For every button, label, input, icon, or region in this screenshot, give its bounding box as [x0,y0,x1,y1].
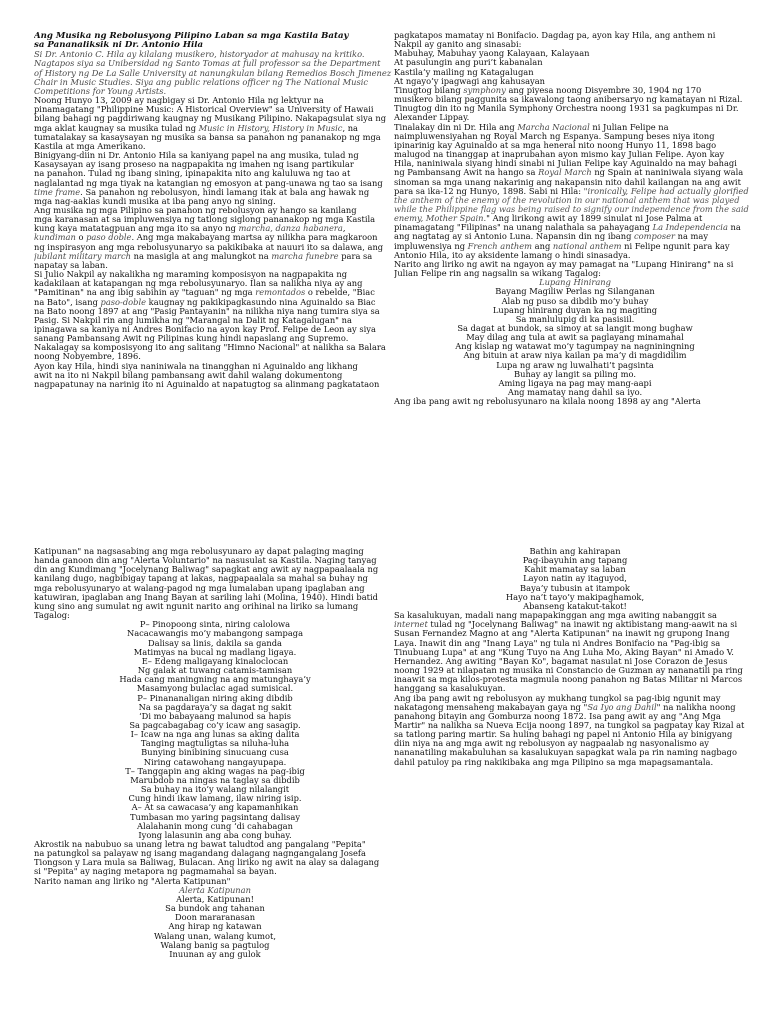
body-text-line: Tinugtog din ito ng Manila Symphony Orchestra noong 1931 sa pagkumpas ni Dr. [394,104,739,114]
lyric-line: Walang unan, walang kumot, [153,931,277,941]
body-text-line: At ngayo’y ipagwagi ang kahusayan [394,76,546,86]
lyric-line: Ang bituin at araw niya kailan pa ma’y di magdidilim [463,351,687,361]
body-text-line: pinamagatang "Filipinas" na unang nalathala sa pahayagang La Independencia na [394,223,741,233]
body-text-line: Kastila at mga Amerikano. [34,141,146,151]
body-text-line: na Bato noong 1897 at ang "Pasig Pantayanin" na nilikha niya nang tumira siya sa [34,306,380,316]
body-text-line: pinamagatang "Philippine Music: A Historical Overview" sa University of Hawaii [34,105,374,115]
lyric-line: Hada cang maningning na ang matunghaya’y [119,675,311,685]
lyric-line: Pag-ibayuhin ang tapang [522,556,628,566]
body-text-line: sanang Pambansang Awit ng Pilipinas kung hindi napaslang ang Supremo. [34,334,349,344]
lyric-line: T– Tanggapin ang aking wagas na pag-ibig [125,766,305,776]
lyric-line: Buhay ay langit sa piling mo. [514,369,636,379]
lyric-line: Sa buhay na ito’y walang nilalangit [140,785,290,795]
body-text-line: Narito naman ang liriko ng "Alerta Katipunan" [34,876,231,886]
body-text-line: Tinalakay din ni Dr. Hila ang Marcha Nacional ni Julian Felipe na [394,122,669,132]
body-text-line: Noong Hunyo 13, 2009 ay nagbigay si Dr. Antonio Hila ng lektyur na [34,96,324,106]
body-text-line: sinoman sa mga unang nakarinig ang nakapansin nito dahil kailangan na ang awit [394,177,741,187]
lyric-line: Alalahanin mong cung ‘di cahabagan [137,821,293,831]
lyric-line: Na sa pagdaraya’y sa dagat ng sakit [138,702,292,712]
lyric-line: Lupa ng araw ng luwalhati’t pagsinta [496,360,654,370]
body-text-line: ang nagtatag ay si Antonio Luna. Napansin din ng ibang composer na may [394,232,709,242]
body-text-line: Nakalagay sa komposisyong ito ang salitang "Himno Nacional" at nalikha sa Balara [34,343,386,353]
body-text-line: Sa kasalukuyan, madali nang mapapakinggan ang mga awiting nabanggit sa [394,611,717,621]
body-text-line: si "Pepita" ay naging metapora ng pagmamahal sa bayan. [34,867,277,877]
lyric-line: Bayang Magiliw Perlas ng Silanganan [495,287,655,297]
column-bottom-left [34,547,396,959]
body-text-line: diin niya na ang mga awit ng rebolusyon ay nagpaalab ng nasyonalismo ay [394,739,709,749]
lyric-line: Aming ligaya na pag may mang-aapi [498,378,652,388]
author-bio-line: Si Dr. Antonio C. Hila ay kilalang musikero, historyador at mahusay na kritiko. [34,50,365,60]
italic-term: paso-doble [100,297,147,307]
lyric-line: I– Icaw na nga ang lunas sa aking dalita [130,730,300,740]
lyric-line: P– Pinopoong sinta, niring calolowa [139,620,291,630]
body-text-line: Nakpil ay ganito ang sinasabi: [394,40,522,50]
body-text-line: Kastila’y mailing ng Katagalugan [394,67,534,77]
italic-term: Sa Iyo ang Dahil [587,702,657,712]
body-text-line: dahil patuloy pa ring nakikibaka ang mga Pilipino sa mga mapagsamantala. [394,757,714,767]
lyric-line: Hayo na’t tayo’y makipaghamok, [505,592,645,602]
body-text-line: mga rebolusyunaryo at walang-pagod ng mga lumalaban upang ipaglaban ang [34,583,365,593]
body-text-line: Ang musika ng mga Pilipino sa panahon ng rebolusyon ay hango sa kanilang [34,205,357,215]
lyric-line: P– Pinananaligan niring aking dibdib [137,693,293,703]
lyric-line: Niring catawohang nangayupapa. [143,757,287,767]
body-text-line: katuwiran, ipaglaban ang Inang Bayan at sariling lahi (Molina, 1940). Hindi batid [34,592,378,602]
body-text-line: noong 1929 at nilapatan ng musika ni Constancio de Guzman ay nananatili pa ring [394,666,743,676]
body-text-line: mga nag-aaklas kundi musika at iba pang anyo ng sining. [34,196,276,206]
body-text-line: din ang Kundimang "Jocelynang Baliwag" sapagkat ang awit ay nagpapaalaala ng [34,565,379,575]
body-text-line: ipinagawa sa kaniya ni Andres Bonifacio na ayon kay Prof. Felipe de Leon ay siya [34,325,376,334]
italic-term: paso doble [86,233,132,243]
author-bio-line: Competitions for Young Artists. [34,86,167,96]
lyric-line: Bathin ang kahirapan [529,547,621,556]
body-text-line: Pasig. Si Nakpil rin ang lumikha ng "Marangal na Dalit ng Katagalugan" na [34,315,352,325]
lyric-line: Ang mamatay nang dahil sa iyo. [507,388,643,398]
body-text-line: inaawit sa mga kilos-protesta magmula noong panahon ng Batas Militar ni Marcos [394,675,743,685]
column-top-right [394,31,756,406]
body-text-line: Kasaysayan ay isang proseso na nagpapakita ng imahen ng isang partikular [34,160,354,170]
body-text-line: na patungkol sa palayaw ng isang magandang dalagang nagngangalang Josefa [34,849,366,859]
lyric-line: Doon mararanasan [174,913,256,923]
body-text-line: Tagalog: [34,611,70,621]
lyric-line: Sa manlulupig di ka pasisiil. [515,314,635,324]
author-bio-line: of History ng De La Salle University at nanungkulan bilang Remedios Bosch Jimenez [34,68,392,78]
lyric-line: Matimyas na bucal ng madlang ligaya. [133,647,297,657]
lyric-line: E– Edeng maligayang kinaloclocan [141,656,289,666]
italic-term: marcha funebre [271,251,339,261]
italic-term: Music in History, History in Music [198,123,343,133]
lyric-line: Lupang hinirang duyan ka ng magiting [492,305,658,315]
lyric-line: Layon natin ay itaguyod, [523,574,627,584]
body-text-line: sa tatlong paring martir. Sa huling bahagi ng papel ni Antonio Hila ay binigyang [394,730,733,740]
lyric-line: Ang kislap ng watawat mo’y tagumpay na nagniningning [455,342,695,352]
body-text-line: Binigyang-diin ni Dr. Antonio Hila sa kaniyang papel na ang musika, tulad ng [34,151,359,161]
body-text-line: tumatalakay sa kasaysayan ng musika sa bansa sa panahon ng pananakop ng mga [34,132,381,142]
body-text-line: Si Julio Nakpil ay nakalikha ng maraming komposisyon na nagpapakita ng [34,270,348,280]
body-text-line: Ayon kay Hila, hindi siya naniniwala na tinangghan ni Aguinaldo ang likhang [34,361,358,371]
body-text-line: Susan Fernandez Magno at ang "Alerta Katipunan" na inawit ng grupong Inang [394,629,730,639]
body-text-line: Mabuhay, Mabuhay yaong Kalayaan, Kalayaan [394,49,590,59]
body-text-line: awit na ito ni Nakpil bilang pambansang awit dahil walang dokumentong [34,370,343,380]
lyric-line: Kahit mamatay sa laban [524,565,626,575]
body-text-line: kung sino ang sumulat ng awit ngunit narito ang orihinal na liriko sa lumang [34,601,359,611]
lyric-line: ‘Di mo babayaang malunod sa hapis [139,711,291,721]
author-bio-line: Chair in Music Studies. Siya ang public relations officer ng The National Music [34,77,369,87]
italic-term: internet [394,620,428,630]
lyric-line: Bunying binibining sinucuang cusa [141,748,289,758]
body-text-line: kung kaya matatagpuan ang mga ito sa anyo ng marcha, danza habanera, [34,224,346,234]
lyric-line: Walang banig sa pagtulog [160,940,270,950]
lyric-line: Ng galak at tuwang catamis-tamisan [137,666,293,676]
body-text-line: Tinubuang Lupa" at ang "Kung Tuyo na Ang Luha Mo, Aking Bayan" ni Amado V. [394,647,734,657]
italic-term: "ironically, Felipe had actually glorified [583,186,749,196]
body-text-line: ng inspirasyon ang mga rebolusyunaryo sa pakikibaka at nauuri ito sa dalawa, ang [34,242,384,252]
body-text-line: nakatagong mensaheng makabayan gaya ng "Sa Iyo ang Dahil" na nalikha noong [394,702,736,712]
body-text-line: napatay sa laban. [34,260,108,270]
lyric-line: May dilag ang tula at awit sa paglayang minamahal [466,333,684,343]
body-text-line: Ang iba pang awit ng rebolusyunaro na kilala noong 1898 ay ang "Alerta [394,397,701,407]
body-text-line: mga karanasan at sa impluwensiya ng tatlong siglong pananakop ng mga Kastila [34,215,376,225]
body-text-line: Tiongson y Lara mula sa Baliwag, Bulacan. Ang liriko ng awit na alay sa dalagang [34,858,380,868]
body-text-line: ng Pambansang Awit na hango sa Royal March ng Spain at naniniwala siyang wala [394,168,744,178]
body-text-line: Ang iba pang awit ng rebolusyon ay mukhang tungkol sa pag-ibig ngunit may [394,693,721,703]
body-text-line: kanilang dugo, nagbibigay tapang at lakas, nagpapaalala sa mahal sa buhay ng [34,574,368,584]
lyric-line: Baya’y tubusin at itampok [520,583,630,593]
column-bottom-right [394,547,756,767]
italic-term: La Independencia [652,223,728,233]
lyric-line: Sa pagcabagabag co’y icaw ang sasagip. [129,720,301,730]
column-top-left [34,32,396,389]
song-title: Lupang Hinirang [539,278,611,288]
body-text-line: Antonio Hila, ito ay aksidente lamang o hindi sinasadya. [394,250,631,260]
body-text-line: Akrostik na nabubuo sa unang letra ng bawat taludtod ang pangalang "Pepita" [34,840,366,849]
italic-term: Marcha Nacional [517,122,590,132]
quote-line: while the Philippine flag was being raised to signify our independence from the said [394,204,749,214]
body-text-line: naimpluwensiyahan ng Royal March ng Espanya. Sampung beses niya itong [394,131,715,141]
body-text-line: impluwensiya ng French anthem ang national anthem ni Felipe ngunit para kay [394,241,730,251]
body-text-line: bilang bahagi ng pagdiriwang kaugnay ng Musikang Pilipino. Nakapagsulat siya ng [34,114,387,124]
author-bio-line: Nagtapos siya sa Unibersidad ng Santo Tomas at full professor sa the Department [34,59,381,69]
article-title-line: sa Pananaliksik ni Dr. Antonio Hila [34,41,204,51]
italic-term: jubilant military march [34,251,131,261]
body-text-line: internet tulad ng "Jocelynang Baliwag" na inawit ng aktibistang mang-aawit na si [394,620,738,630]
body-text-line: Alexander Lippay. [394,113,470,123]
body-text-line: "Pamitinan" na ang ibig sabihin ay "taguan" ng mga remontados o rebelde, "Biac [34,288,375,298]
body-text-line: na panahon. Tulad ng ibang sining, ipinapakita nito ang kaluluwa ng tao at [34,169,351,179]
body-text-line: Katipunan" na nagsasabing ang mga rebolusyunaro ay dapat palaging maging [34,547,364,556]
body-text-line: handa ganoon din ang "Alerta Voluntario" na nasusulat sa Kastila. Naging tanyag [34,556,377,566]
body-text-line: mga aklat kaugnay sa musika tulad ng Music in History, History in Music, na [34,123,359,133]
body-text-line: Martir" na nalikha sa Nueva Ecija noong 1897, na tungkol sa pagpatay kay Rizal at [394,720,745,730]
quote-line: the anthem of the enemy of the revolution in our national anthem that was played [394,195,740,205]
italic-term: Royal March [538,168,592,178]
body-text-line: nananatiling makabuluhan sa kasalukuyan sapagkat wala pa rin naming nagbago [394,748,737,758]
song-title: Alerta Katipunan [179,885,251,895]
body-text-line: jubilant military march na masigla at ang malungkot na marcha funebre para sa [34,251,373,261]
italic-term: marcha, danza habanera [238,224,343,234]
body-text-line: Hila, naniniwala siyang hindi sinabi ni Julian Felipe kay Aguinaldo na may bahagi [394,159,737,169]
body-text-line: ipinarinig kay Aguinaldo at sa mga heneral nito noong Hunyo 11, 1898 bago [394,140,717,150]
lyric-line: Tanging magtuligtas sa niluha-luha [140,739,290,749]
body-text-line: Julian Felipe rin ang nagsalin sa wikang Tagalog: [394,269,601,279]
lyric-line: Marubdob na ningas na taglay sa dibdib [130,775,300,785]
body-text-line: para sa ika-12 ng Hunyo, 1898. Sabi ni Hila: "ironically, Felipe had actually glorified [394,186,749,196]
body-text-line: Tinugtog bilang symphony ang piyesa noong Disyembre 30, 1904 ng 170 [394,85,702,95]
italic-term: remontados [255,288,306,298]
body-text-line: Hernandez. Ang awiting "Bayan Ko", bagamat nasulat ni Jose Corazon de Jesus [394,656,728,666]
body-text-line: kadakilaan at katapangan ng mga rebolusyunaryo. Ilan sa nalikha niya ay ang [34,279,363,289]
italic-term: time frame [34,187,81,197]
body-text-line: malugod na tinanggap at inaprubahan ayon mismo kay Julian Felipe. Ayon kay [394,150,725,160]
body-text-line: At pasulungin ang puri’t kabanalan [394,58,543,68]
lyric-line: Cung hindi ikaw lamang, ilaw niring isip. [128,794,302,804]
body-text-line: hanggang sa kasalukuyan. [394,684,506,694]
body-text-line: noong Nobyembre, 1896. [34,352,141,362]
body-text-line: Narito ang liriko ng awit na ngayon ay may pamagat na "Lupang Hinirang" na si [394,259,734,269]
article-title-line: Ang Musika ng Rebolusyong Pilipino Laban sa mga Kastila Batay [34,32,349,41]
lyric-line: Abanseng katakut-takot! [523,601,627,611]
body-text-line: pagkatapos mamatay ni Bonifacio. Dagdag pa, ayon kay Hila, ang anthem ni [394,31,716,40]
italic-term: composer [634,232,675,242]
italic-term: national anthem [552,241,622,251]
lyric-line: Dalisay sa linis, dakila sa ganda [148,638,282,648]
body-text-line: kundiman o paso doble. Ang mga makabayang martsa ay nilikha para magkaroon [34,233,378,243]
body-text-line: time frame. Sa panahon ng rebolusyon, hindi lamang itak at bala ang hawak ng [34,187,370,197]
lyric-line: Tumbasan mo yaring pagsintang dalisay [129,812,301,822]
body-text-line: Laya. Inawit din ang "Inang Laya" ng tula ni Andres Bonifacio na "Pag-ibig sa [394,638,721,648]
body-text-line: enemy, Mother Spain." Ang lirikong awit ay 1899 sinulat ni Jose Palma at [394,214,703,224]
lyric-line: Sa bundok ang tahanan [165,904,265,914]
lyric-line: A– At sa cawacasa’y ang kapamanhikan [131,803,299,813]
lyric-line: Inuunan ay ang gulok [169,949,261,959]
lyric-line: Masamyong bulaclac agad sumisical. [136,684,294,694]
italic-term: French anthem [467,241,533,251]
body-text-line: nagpapatunay na narinig ito ni Aguinaldo at napatugtog sa alinmang pagkatataon [34,379,380,389]
body-text-line: na Bato", isang paso-doble kaugnay ng pakikipagkasundo nina Aguinaldo sa Biac [34,297,376,307]
body-text-line: panahong bitayin ang Gomburza noong 1872. Isa pang awit ay ang "Ang Mga [394,711,721,721]
body-text-line: naglalantad ng mga tiyak na katangian ng emosyon at pang-unawa ng tao sa isang [34,178,383,188]
lyric-line: Alab ng puso sa dibdib mo’y buhay [501,296,649,306]
lyric-line: Alerta, Katipunan! [176,894,254,904]
body-text-line: musikero bilang paggunita sa ikawalong taong anibersaryo ng kamatayan ni Rizal. [394,95,743,105]
lyric-line: Ang hirap ng katawan [168,922,262,932]
italic-term: kundiman [34,233,76,243]
lyric-line: Nacacawangis mo’y mabangong sampaga [126,629,304,639]
lyric-line: Iyong lalasunin ang aba cong buhay. [138,830,292,840]
italic-term: enemy, Mother Spain. [394,214,487,224]
lyric-line: Sa dagat at bundok, sa simoy at sa langit mong bughaw [457,324,693,333]
italic-term: symphony [463,85,506,95]
